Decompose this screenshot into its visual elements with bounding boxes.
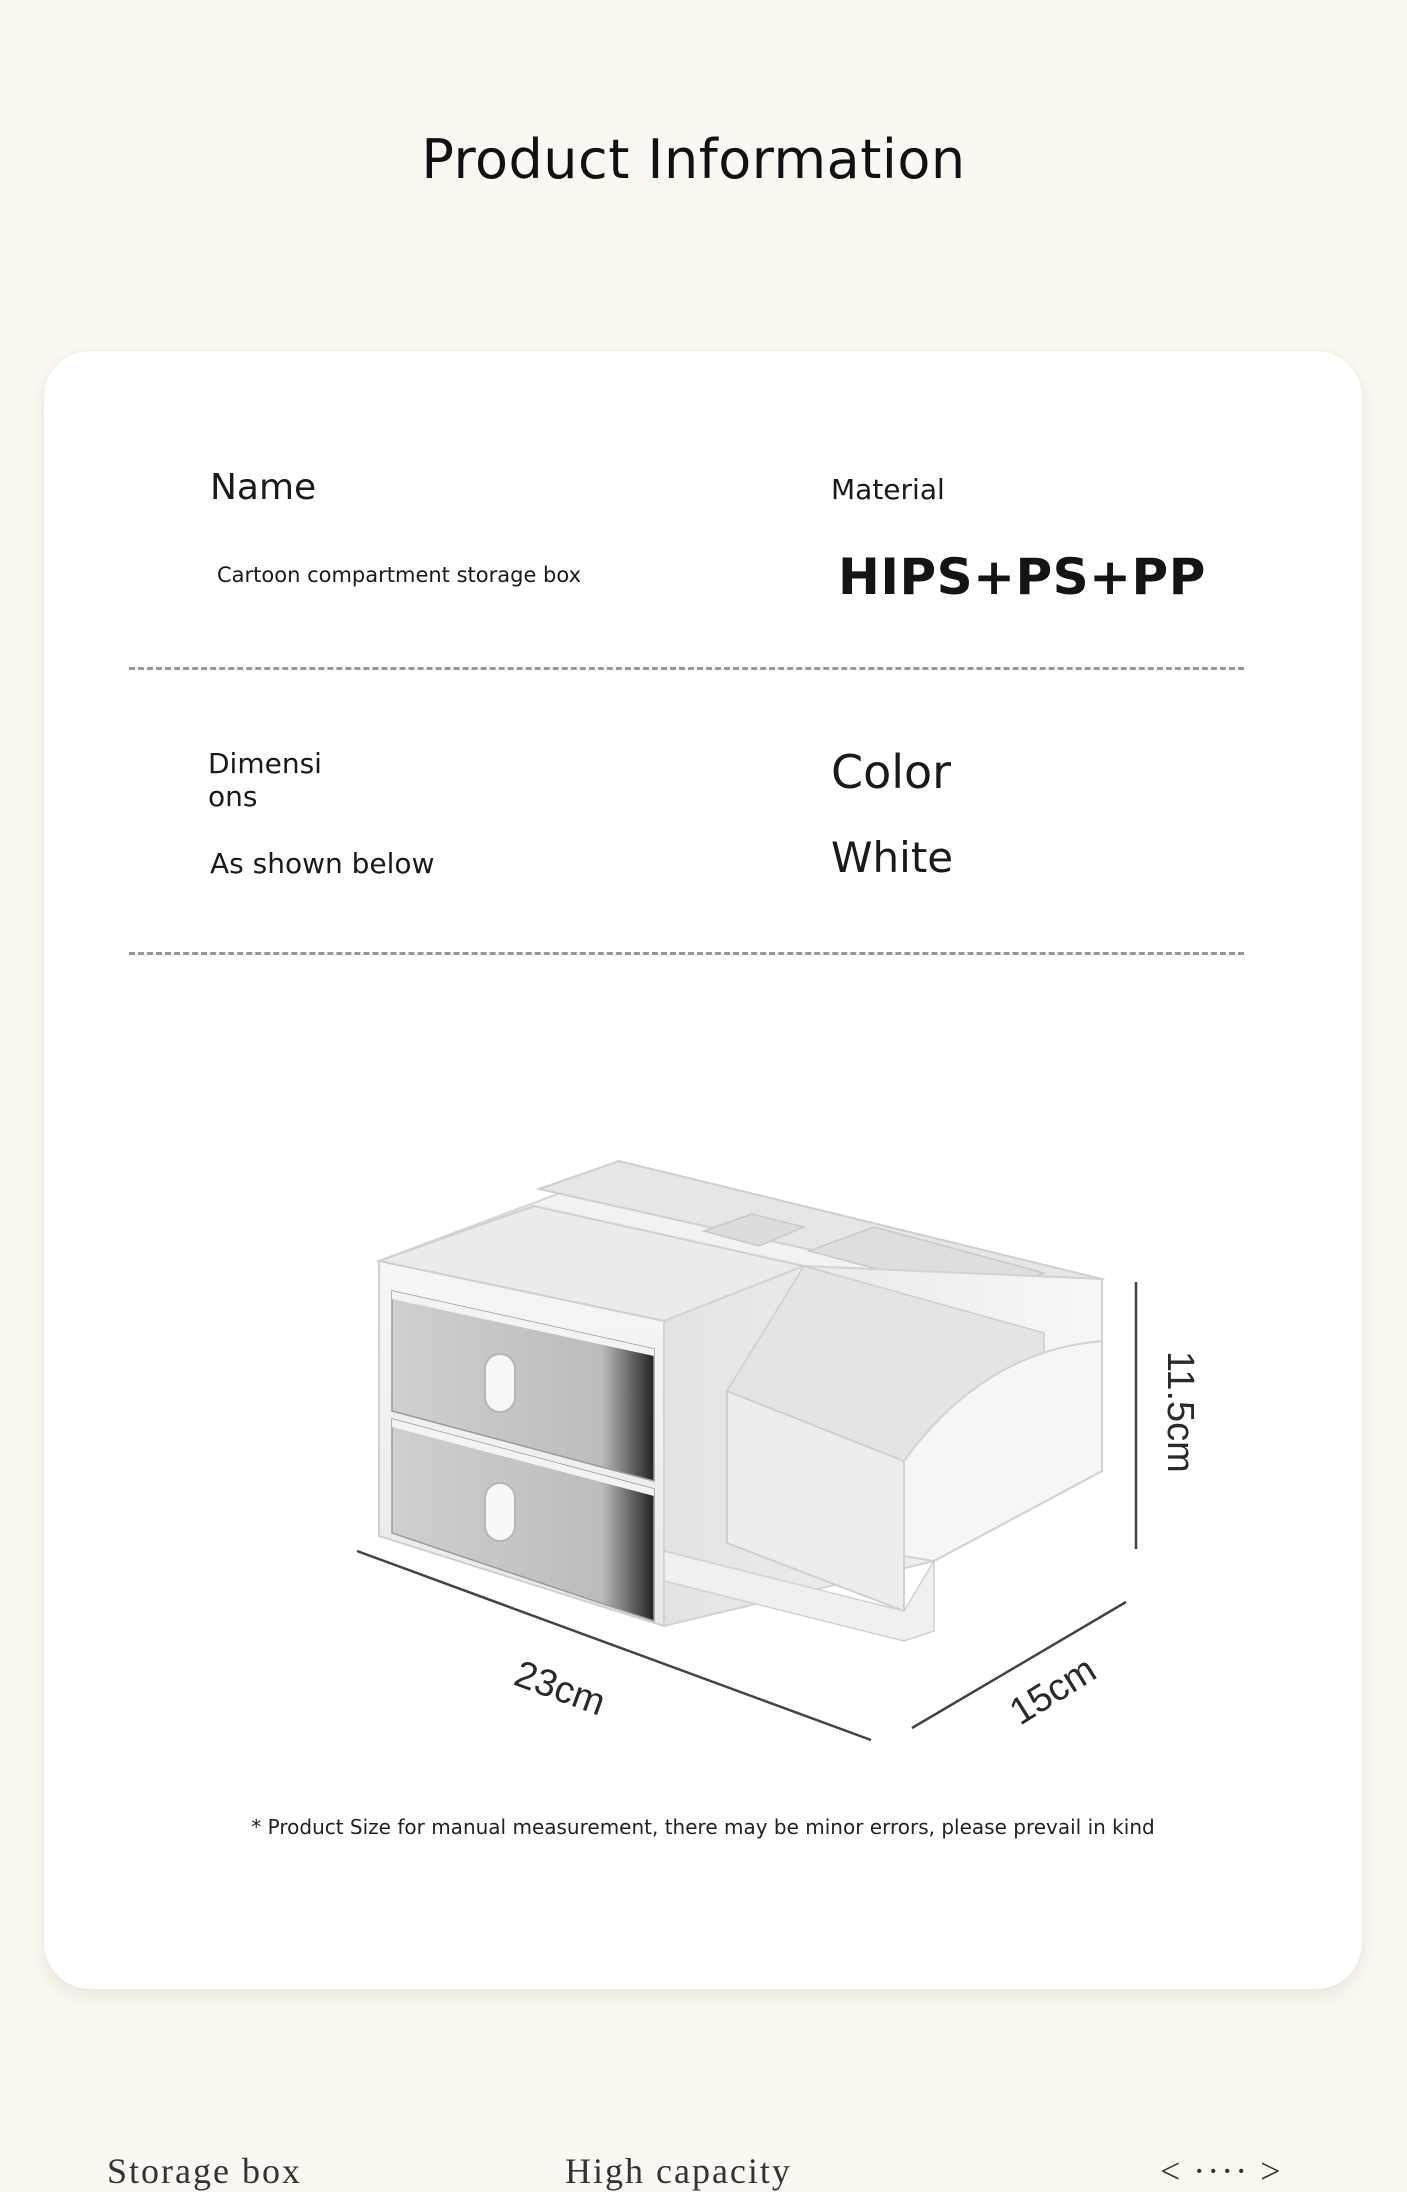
color-label: Color	[831, 745, 952, 799]
divider-bottom	[129, 952, 1244, 955]
width-label: 15cm	[1002, 1648, 1104, 1734]
page-title: Product Information	[421, 128, 966, 191]
dimensions-label	[208, 747, 322, 813]
dimensions-value: As shown below	[210, 847, 435, 880]
storage-box-drawing	[379, 1161, 1102, 1641]
product-info-card	[44, 351, 1362, 1989]
dimensions-label-line2: ons	[208, 780, 258, 813]
material-value: HIPS+PS+PP	[838, 548, 1206, 606]
material-label: Material	[831, 473, 945, 506]
preview-text-storage-box: Storage box	[107, 2151, 302, 2191]
preview-carousel-arrows[interactable]: < ···· >	[1160, 2151, 1283, 2191]
divider-top	[129, 667, 1244, 670]
preview-text-high-capacity: High capacity	[565, 2151, 792, 2191]
measurement-footnote: * Product Size for manual measurement, there may be minor errors, please prevail in kind	[251, 1815, 1155, 1839]
color-value: White	[831, 833, 954, 882]
product-illustration	[284, 1051, 1201, 1734]
height-label: 11.5cm	[1159, 1351, 1201, 1473]
next-section-preview	[0, 2150, 1407, 2190]
length-label: 23cm	[508, 1652, 611, 1725]
name-label: Name	[210, 467, 317, 508]
name-value: Cartoon compartment storage box	[217, 563, 582, 587]
dimensions-label-line1: Dimensi	[208, 747, 322, 780]
